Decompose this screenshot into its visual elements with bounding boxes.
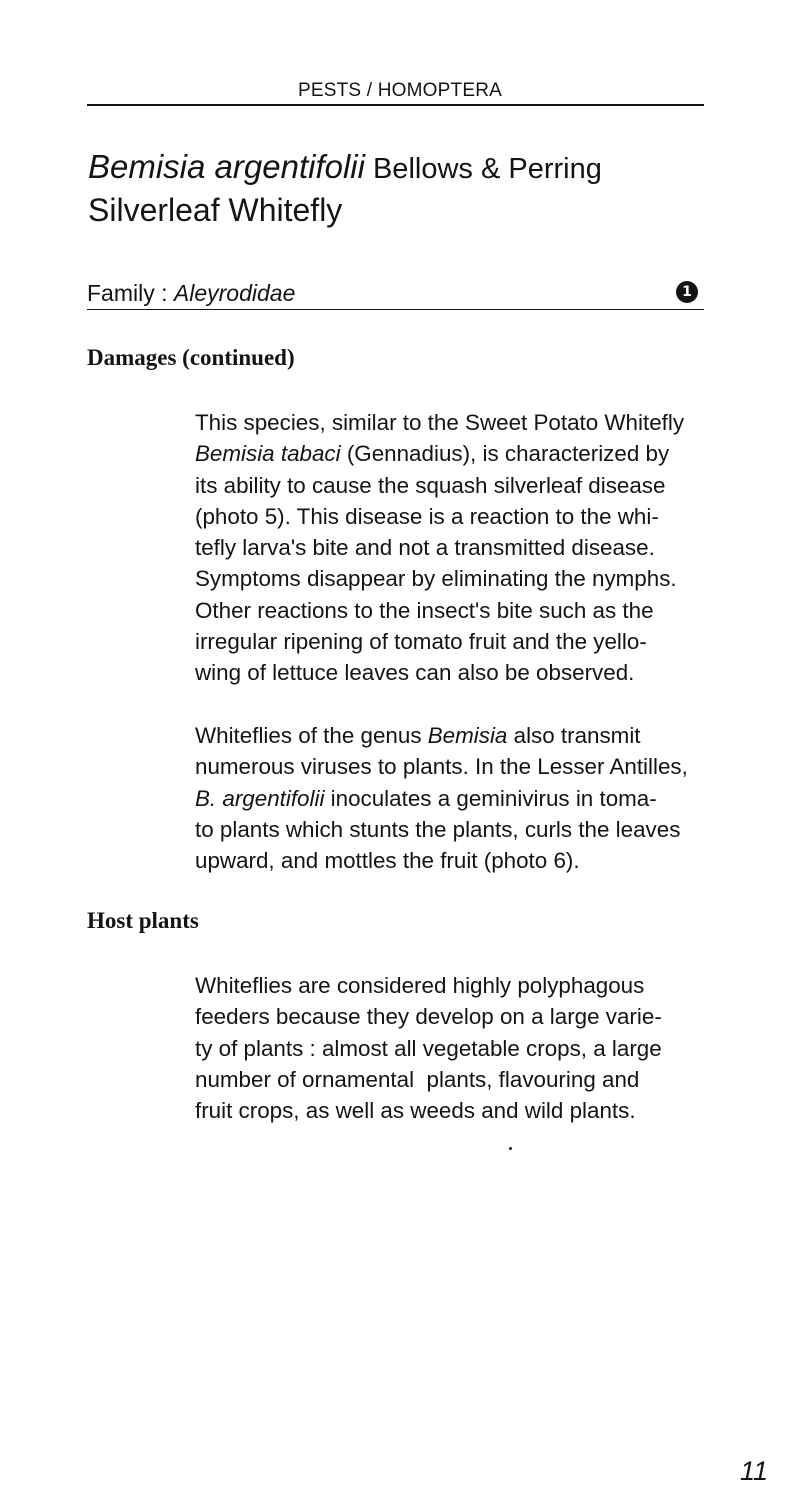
species-title <box>88 148 602 186</box>
text-fragment: Whiteflies of the genus <box>195 723 428 748</box>
text-line <box>195 720 707 751</box>
damages-paragraph-2 <box>195 720 707 876</box>
text-fragment: inoculates a geminivirus in toma- <box>324 785 657 811</box>
running-head: PESTS / HOMOPTERA <box>298 80 502 101</box>
text-line <box>195 783 707 814</box>
text-fragment: also transmit <box>507 723 641 748</box>
text-line: fruit crops, as well as weeds and wild plants. <box>195 1098 636 1124</box>
damages-paragraph-1 <box>195 407 707 689</box>
scan-speck <box>509 1147 512 1150</box>
text-line: irregular ripening of tomato fruit and the yello- <box>195 629 647 655</box>
italic-species: Bemisia tabaci <box>195 441 341 467</box>
text-line: tefly larva's bite and not a transmitted disease. <box>195 535 655 561</box>
page-number: 11 <box>740 1456 769 1486</box>
family-label: Family : <box>87 280 174 306</box>
text-line: numerous viruses to plants. In the Lesser Antilles, <box>195 754 688 780</box>
family-line <box>87 280 295 307</box>
species-authority: Bellows & Perring <box>372 153 602 185</box>
text-line: its ability to cause the squash silverleaf disease <box>195 472 666 498</box>
text-line: Other reactions to the insect's bite such as the <box>195 597 654 623</box>
text-line: wing of lettuce leaves can also be observed. <box>195 660 635 686</box>
scientific-name: Bemisia argentifolii <box>88 148 365 185</box>
host-plants-heading: Host plants <box>87 908 199 933</box>
host-plants-paragraph <box>195 970 707 1126</box>
family-rule <box>87 309 704 310</box>
italic-genus: Bemisia <box>427 723 508 748</box>
text-line: to plants which stunts the plants, curls the leaves <box>195 816 681 842</box>
text-line: Symptoms disappear by eliminating the nymphs. <box>195 566 677 592</box>
text-line: upward, and mottles the fruit (photo 6). <box>195 848 580 874</box>
text-line: ty of plants : almost all vegetable crops, a large <box>195 1035 662 1061</box>
italic-species: B. argentifolii <box>195 785 325 811</box>
number-badge: 1 <box>676 281 698 303</box>
text-line: Whiteflies are considered highly polyphagous <box>195 973 645 998</box>
header-rule <box>87 104 704 106</box>
family-name: Aleyrodidae <box>173 280 296 306</box>
text-line: number of ornamental plants, flavouring and <box>195 1066 640 1092</box>
text-line: (photo 5). This disease is a reaction to the whi- <box>195 503 659 529</box>
common-name: Silverleaf Whitefly <box>88 192 343 228</box>
damages-heading: Damages (continued) <box>87 345 295 370</box>
text-line <box>195 438 707 469</box>
text-line: This species, similar to the Sweet Potato Whitefly <box>195 410 685 435</box>
text-line: feeders because they develop on a large varie- <box>195 1004 662 1030</box>
text-fragment: (Gennadius), is characterized by <box>340 441 670 467</box>
